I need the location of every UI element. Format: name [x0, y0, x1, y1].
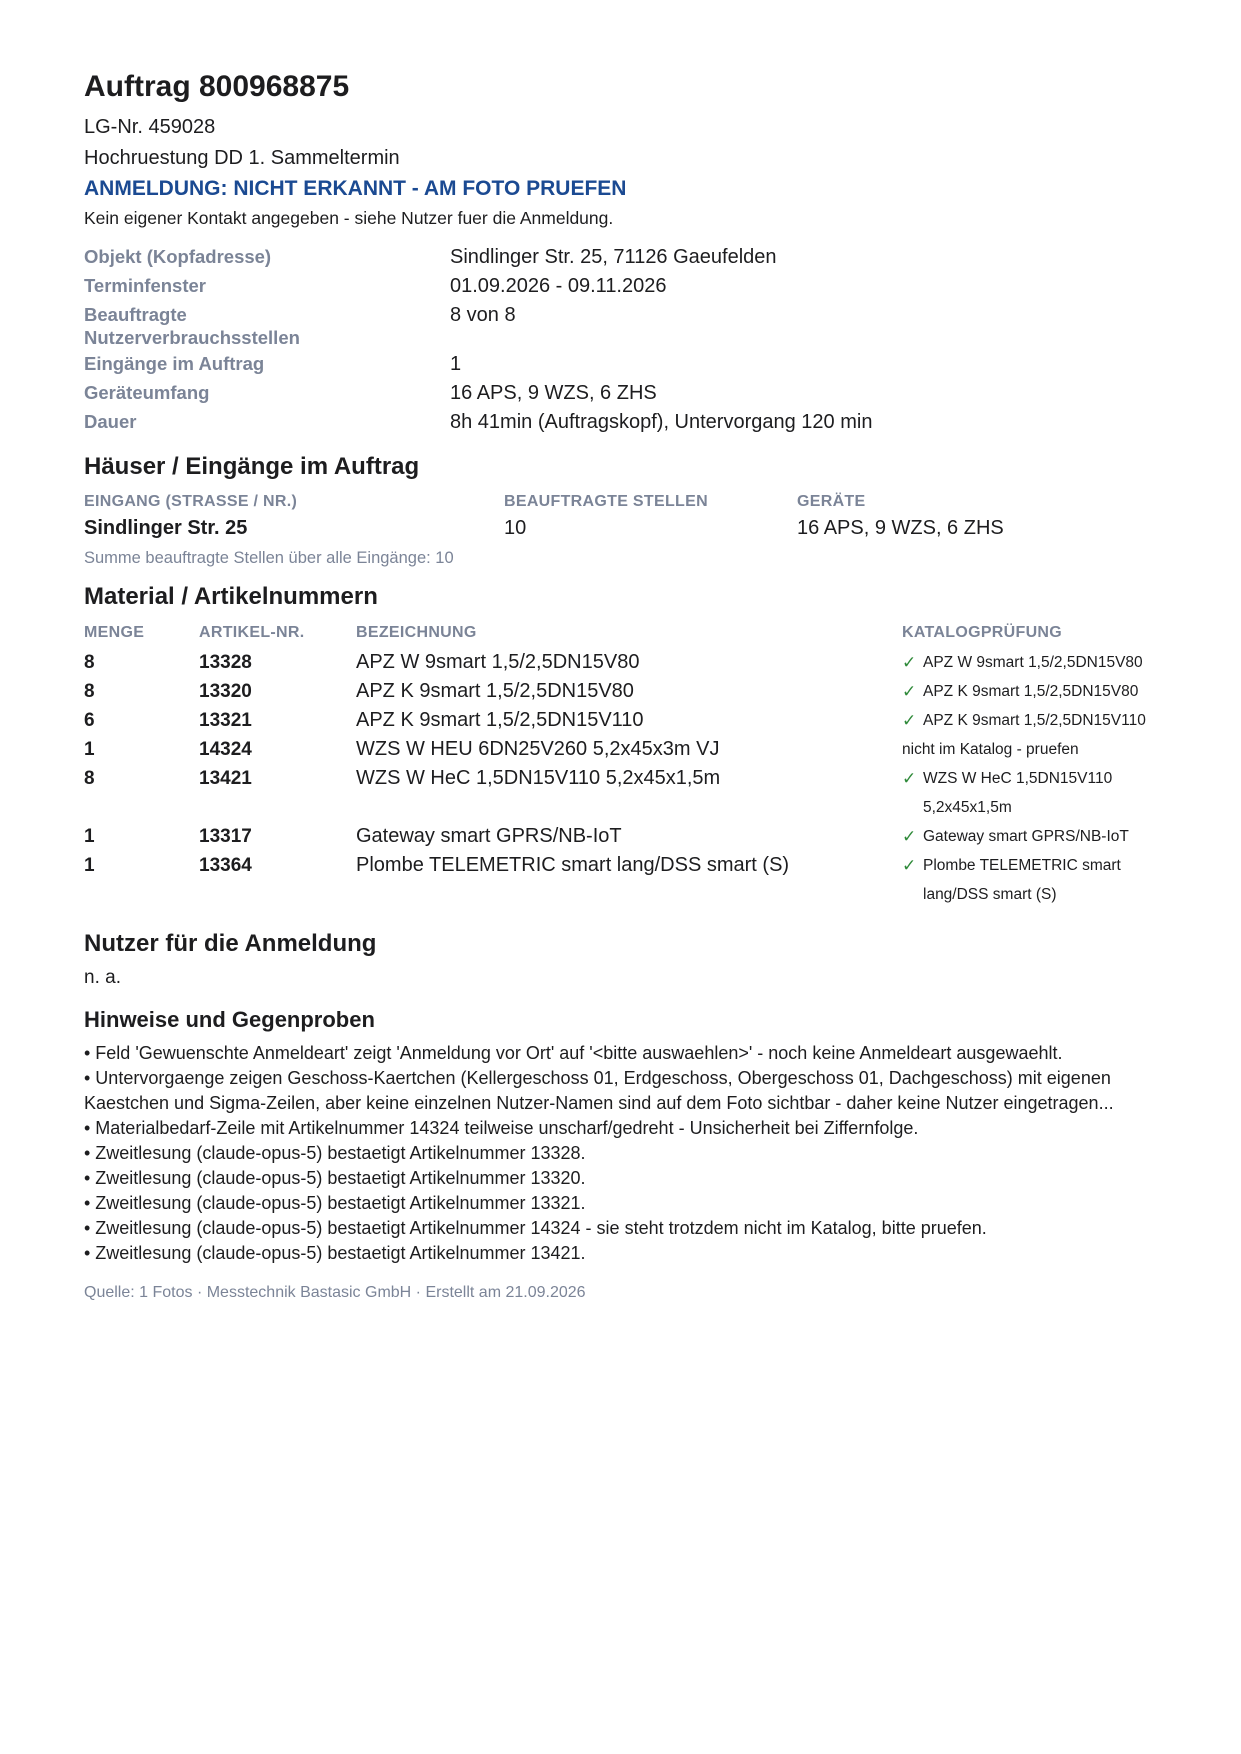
catalog-cell	[902, 648, 1164, 677]
name-cell: Plombe TELEMETRIC smart lang/DSS smart (S)	[356, 854, 790, 876]
column-header-catalog: KATALOGPRÜFUNG	[902, 624, 1063, 641]
hint-item: • Materialbedarf-Zeile mit Artikelnummer 14324 teilweise unscharf/gedreht - Unsicherheit bei Ziffernfolge.	[84, 1118, 919, 1138]
hints-list	[84, 1041, 1164, 1266]
catalog-cell	[902, 677, 1164, 706]
detail-row	[84, 409, 1164, 438]
hint-item: • Zweitlesung (claude-opus-5) bestaetigt Artikelnummer 13320.	[84, 1168, 586, 1188]
source-footer: Quelle: 1 Fotos · Messtechnik Bastasic GmbH · Erstellt am 21.09.2026	[84, 1284, 586, 1301]
article-cell: 13320	[199, 681, 252, 702]
lg-number: LG-Nr. 459028	[84, 116, 216, 138]
detail-label: Terminfenster	[84, 275, 206, 296]
houses-sum: Summe beauftragte Stellen über alle Eingänge: 10	[84, 549, 454, 567]
order-subtitle: Hochruestung DD 1. Sammeltermin	[84, 147, 400, 169]
hint-item: • Feld 'Gewuenschte Anmeldeart' zeigt 'Anmeldung vor Ort' auf '<bitte auswaehlen>' - noch keine Anmeldeart ausgewaehlt.	[84, 1043, 1063, 1063]
name-cell: WZS W HEU 6DN25V260 5,2x45x3m VJ	[356, 738, 720, 760]
article-cell: 13321	[199, 710, 252, 731]
table-row	[84, 514, 1164, 542]
detail-row	[84, 302, 1164, 351]
column-header-count: BEAUFTRAGTE STELLEN	[504, 493, 708, 510]
name-cell: Gateway smart GPRS/NB-IoT	[356, 825, 622, 847]
article-cell: 13421	[199, 768, 252, 789]
table-row	[84, 822, 1164, 851]
nutzer-heading: Nutzer für die Anmeldung	[84, 930, 377, 957]
detail-value: 1	[450, 353, 462, 375]
catalog-text: nicht im Katalog - pruefen	[902, 741, 1079, 758]
hint-item: • Untervorgaenge zeigen Geschoss-Kaertchen (Kellergeschoss 01, Erdgeschoss, Obergeschoss 01, Dachgeschoss) mit eigenen Kaestchen und Sigma-Zeilen, aber keine einzelnen Nutzer-Namen sind auf dem Foto sichtbar - daher keine Nutzer eingetragen...	[84, 1068, 1114, 1113]
devices-cell: 16 APS, 9 WZS, 6 ZHS	[797, 517, 1004, 539]
article-cell: 14324	[199, 739, 252, 760]
catalog-text: Gateway smart GPRS/NB-IoT	[923, 828, 1129, 845]
article-cell: 13364	[199, 855, 252, 876]
detail-label: Objekt (Kopfadresse)	[84, 246, 272, 267]
catalog-text: APZ K 9smart 1,5/2,5DN15V110	[923, 712, 1146, 729]
detail-value: Sindlinger Str. 25, 71126 Gaeufelden	[450, 246, 777, 268]
qty-cell: 1	[84, 826, 95, 847]
detail-label: Geräteumfang	[84, 382, 210, 403]
article-cell: 13317	[199, 826, 252, 847]
table-row	[84, 851, 1164, 909]
article-cell: 13328	[199, 652, 252, 673]
page-title: Auftrag 800968875	[84, 70, 350, 103]
qty-cell: 8	[84, 768, 95, 789]
hint-item: • Zweitlesung (claude-opus-5) bestaetigt Artikelnummer 13421.	[84, 1243, 586, 1263]
catalog-cell	[902, 735, 1164, 764]
qty-cell: 1	[84, 739, 95, 760]
column-header-qty: MENGE	[84, 624, 145, 641]
table-row	[84, 764, 1164, 822]
column-header-entrance: EINGANG (STRASSE / NR.)	[84, 493, 298, 510]
catalog-cell	[902, 764, 1164, 822]
detail-row	[84, 380, 1164, 409]
hint-item: • Zweitlesung (claude-opus-5) bestaetigt Artikelnummer 13321.	[84, 1193, 586, 1213]
qty-cell: 8	[84, 652, 95, 673]
table-row	[84, 706, 1164, 735]
name-cell: APZ W 9smart 1,5/2,5DN15V80	[356, 651, 640, 673]
detail-label: Eingänge im Auftrag	[84, 353, 265, 374]
catalog-cell	[902, 851, 1164, 909]
check-icon: ✓	[902, 711, 917, 730]
table-row	[84, 677, 1164, 706]
detail-row	[84, 351, 1164, 380]
contact-note: Kein eigener Kontakt angegeben - siehe Nutzer fuer die Anmeldung.	[84, 208, 614, 228]
check-icon: ✓	[902, 682, 917, 701]
entrance-cell: Sindlinger Str. 25	[84, 517, 248, 539]
qty-cell: 1	[84, 855, 95, 876]
name-cell: WZS W HeC 1,5DN15V110 5,2x45x1,5m	[356, 767, 721, 789]
detail-value: 16 APS, 9 WZS, 6 ZHS	[450, 382, 657, 404]
qty-cell: 8	[84, 681, 95, 702]
nutzer-value: n. a.	[84, 967, 121, 988]
material-table-body	[84, 648, 1164, 909]
houses-table-header	[84, 490, 1164, 514]
detail-value: 8 von 8	[450, 304, 516, 326]
detail-row	[84, 244, 1164, 273]
catalog-text: WZS W HeC 1,5DN15V110 5,2x45x1,5m	[923, 770, 1113, 816]
column-header-devices: GERÄTE	[797, 493, 866, 510]
table-row	[84, 735, 1164, 764]
registration-alert: ANMELDUNG: NICHT ERKANNT - AM FOTO PRUEFEN	[84, 177, 627, 200]
table-row	[84, 648, 1164, 677]
name-cell: APZ K 9smart 1,5/2,5DN15V110	[356, 709, 644, 731]
name-cell: APZ K 9smart 1,5/2,5DN15V80	[356, 680, 634, 702]
check-icon: ✓	[902, 769, 917, 788]
check-icon: ✓	[902, 827, 917, 846]
catalog-cell	[902, 706, 1164, 735]
detail-label: Beauftragte Nutzerverbrauchsstellen	[84, 304, 300, 348]
check-icon: ✓	[902, 653, 917, 672]
catalog-text: APZ K 9smart 1,5/2,5DN15V80	[923, 683, 1139, 700]
column-header-article: ARTIKEL-NR.	[199, 624, 305, 641]
material-table-header	[84, 618, 1164, 648]
detail-label: Dauer	[84, 411, 137, 432]
detail-value: 8h 41min (Auftragskopf), Untervorgang 120 min	[450, 411, 873, 433]
check-icon: ✓	[902, 856, 917, 875]
column-header-name: BEZEICHNUNG	[356, 624, 477, 641]
detail-row	[84, 273, 1164, 302]
hint-item: • Zweitlesung (claude-opus-5) bestaetigt Artikelnummer 14324 - sie steht trotzdem nicht im Katalog, bitte pruefen.	[84, 1218, 987, 1238]
detail-value: 01.09.2026 - 09.11.2026	[450, 275, 667, 297]
catalog-text: APZ W 9smart 1,5/2,5DN15V80	[923, 654, 1143, 671]
catalog-cell	[902, 822, 1164, 851]
order-details	[84, 244, 1164, 438]
material-heading: Material / Artikelnummern	[84, 583, 378, 610]
hint-item: • Zweitlesung (claude-opus-5) bestaetigt Artikelnummer 13328.	[84, 1143, 586, 1163]
document-page	[84, 62, 1164, 1304]
houses-heading: Häuser / Eingänge im Auftrag	[84, 453, 420, 480]
hints-heading: Hinweise und Gegenproben	[84, 1007, 375, 1032]
catalog-text: Plombe TELEMETRIC smart lang/DSS smart (S)	[923, 857, 1121, 903]
qty-cell: 6	[84, 710, 95, 731]
count-cell: 10	[504, 517, 527, 539]
